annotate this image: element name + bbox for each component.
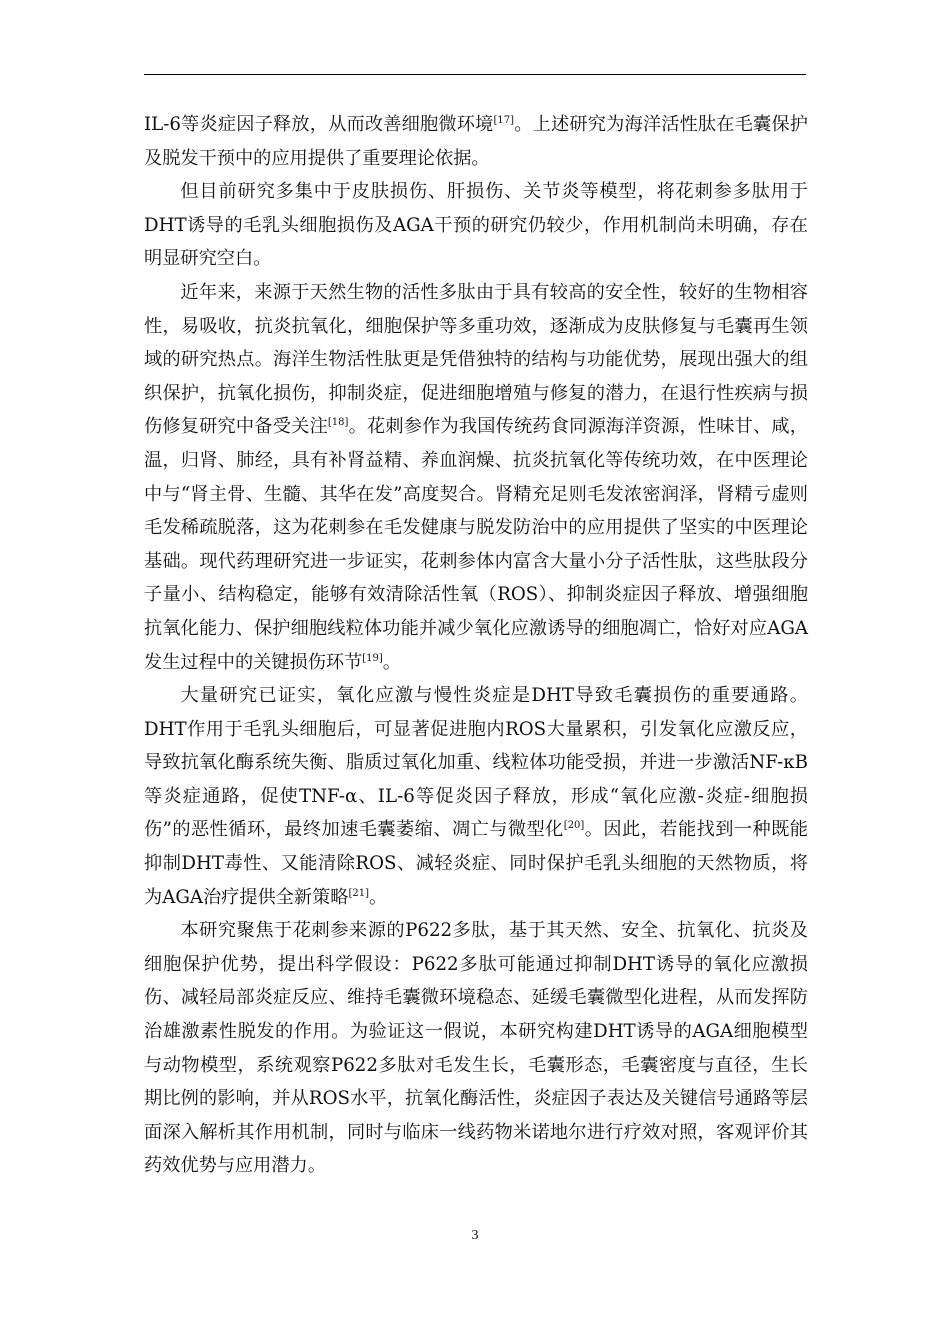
text-segment: 近年来，来源于天然生物的活性多肽由于具有较高的安全性，较好的生物相容性，易吸收，抗炎抗氧化，细胞保护等多重功效，逐渐成为皮肤修复与毛囊再生领域的研究热点。海洋生物活性肽更是凭借独特的结构与功能优势，展现出强大的组织保护，抗氧化损伤，抑制炎症，促进细胞增殖与修复的潜力，在退行性疾病与损伤修复研究中备受关注 bbox=[144, 281, 808, 438]
citation: [19] bbox=[362, 652, 383, 664]
text-segment: 。因此，若能找到一种既能抑制DHT毒性、又能清除ROS、减轻炎症、同时保护毛乳头细胞的天然物质，将为AGA治疗提供全新策略 bbox=[144, 819, 808, 908]
citation: [21] bbox=[348, 887, 370, 899]
text-segment: 。 bbox=[369, 886, 388, 908]
text-segment: 。花刺参作为我国传统药食同源海洋资源，性味甘、咸，温，归肾、肺经，具有补肾益精、养血润燥、抗炎抗氧化等传统功效，在中医理论中与“肾主骨、生髓、其华在发”高度契合。肾精充足则毛发浓密润泽，肾精亏虚则毛发稀疏脱落，这为花刺参在毛发健康与脱发防治中的应用提供了坚实的中医理论基础。现代药理研究进一步证实，花刺参体内富含大量小分子活性肽，这些肽段分子量小、结构稳定，能够有效清除活性氧（ROS）、抑制炎症因子释放、增强细胞抗氧化能力、保护细胞线粒体功能并减少氧化应激诱导的细胞凋亡，恰好对应AGA发生过程中的关键损伤环节 bbox=[144, 416, 808, 673]
text-segment: 。 bbox=[382, 651, 401, 673]
paragraph bbox=[144, 175, 808, 276]
header-rule bbox=[144, 74, 806, 75]
page-number: 3 bbox=[471, 1228, 479, 1243]
paragraph bbox=[144, 914, 808, 1183]
text-segment: 但目前研究多集中于皮肤损伤、肝损伤、关节炎等模型，将花刺参多肽用于DHT诱导的毛乳头细胞损伤及AGA干预的研究仍较少，作用机制尚未明确，存在明显研究空白。 bbox=[144, 181, 808, 270]
body-text bbox=[144, 108, 808, 1183]
paragraph bbox=[144, 108, 808, 175]
citation: [18] bbox=[327, 417, 349, 429]
text-segment: IL-6等炎症因子释放，从而改善细胞微环境 bbox=[144, 114, 494, 135]
text-segment: 大量研究已证实，氧化应激与慢性炎症是DHT导致毛囊损伤的重要通路。DHT作用于毛乳头细胞后，可显著促进胞内ROS大量累积，引发氧化应激反应，导致抗氧化酶系统失衡、脂质过氧化加重、线粒体功能受损，并进一步激活NF-κB等炎症通路，促使TNF-α、IL-6等促炎因子释放，形成“氧化应激-炎症-细胞损伤”的恶性循环，最终加速毛囊萎缩、凋亡与微型化 bbox=[144, 685, 808, 841]
paragraph bbox=[144, 679, 808, 914]
citation: [20] bbox=[563, 820, 585, 832]
citation: [17] bbox=[493, 114, 515, 126]
paragraph bbox=[144, 276, 808, 679]
text-segment: 。上述研究为海洋活性肽在毛囊保护及脱发干预中的应用提供了重要理论依据。 bbox=[144, 114, 808, 169]
text-segment: 本研究聚焦于花刺参来源的P622多肽，基于其天然、安全、抗氧化、抗炎及细胞保护优势，提出科学假设：P622多肽可能通过抑制DHT诱导的氧化应激损伤、减轻局部炎症反应、维持毛囊微环境稳态、延缓毛囊微型化进程，从而发挥防治雄激素性脱发的作用。为验证这一假说，本研究构建DHT诱导的AGA细胞模型与动物模型，系统观察P622多肽对毛发生长，毛囊形态，毛囊密度与直径，生长期比例的影响，并从ROS水平，抗氧化酶活性，炎症因子表达及关键信号通路等层面深入解析其作用机制，同时与临床一线药物米诺地尔进行疗效对照，客观评价其药效优势与应用潜力。 bbox=[144, 920, 808, 1177]
